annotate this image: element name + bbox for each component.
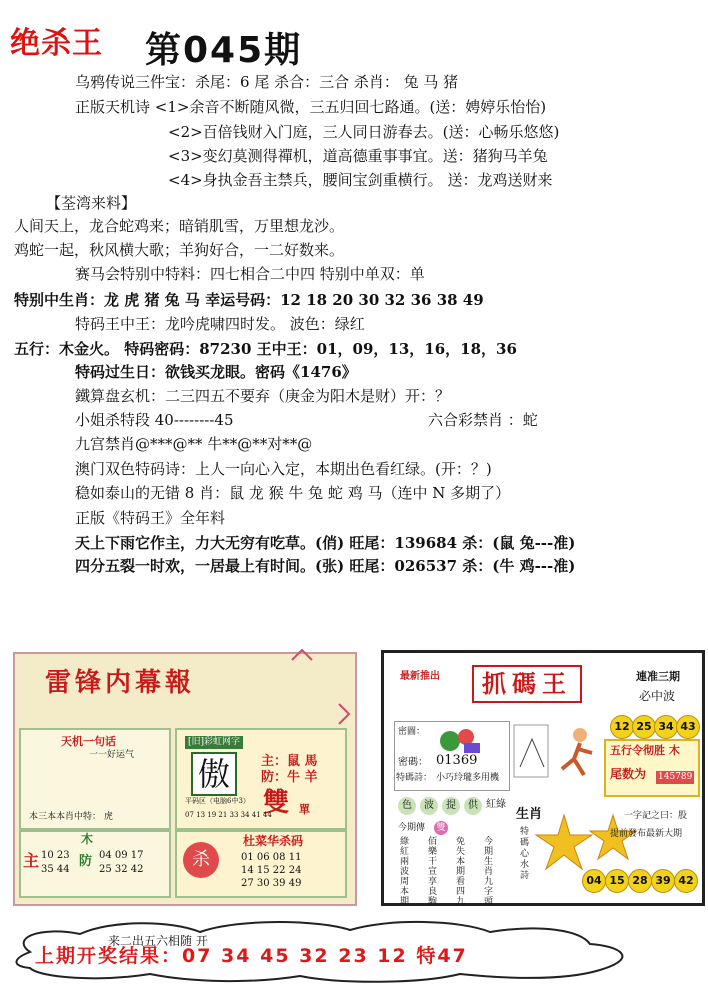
text-line: 小姐杀特段 40--------45 — [75, 411, 234, 429]
vertical-text-column: 今期生肖九字頭 — [484, 837, 494, 907]
zhu-char: 主 — [23, 851, 40, 870]
text-line: 九宫禁肖@***@** 牛**@**对**@ — [75, 435, 313, 453]
color-pill: 波 — [420, 797, 438, 815]
kill-row: 01 06 08 11 — [241, 852, 302, 863]
code-value: 01369 — [436, 753, 478, 768]
zodiac-head: 生肖 — [516, 807, 543, 822]
big-char: 傲 — [191, 752, 237, 796]
text-line: 特别中生肖：龙 虎 猪 兔 马 幸运号码：12 18 20 30 32 36 38 49 — [14, 291, 484, 309]
zhu-nums-1: 10 23 — [41, 850, 70, 861]
kill-row: 14 15 22 24 — [241, 865, 302, 876]
text-line: <4>身执金吾主禁兵，腰间宝剑重横行。 送：龙鸡送财来 — [168, 171, 553, 189]
starburst-icon — [534, 813, 594, 873]
number-ball: 15 — [605, 869, 629, 893]
vertical-text-column: 免失本期看四九 — [456, 837, 466, 907]
tianji-bottom: 本三本本肖中特： 虎 — [29, 812, 113, 822]
note2-label: 提前發布最新大期 — [610, 829, 683, 839]
right-panel — [381, 650, 705, 906]
vertical-text-column: 佰樂干宣享良駒 — [428, 837, 438, 907]
kill-title: 杜菜华杀码 — [243, 834, 304, 848]
fang-nums-2: 25 32 42 — [99, 864, 144, 875]
secret-picture-icon — [436, 723, 484, 757]
color-value: 紅綠 — [486, 799, 506, 810]
last-result: 上期开奖结果：07 34 45 32 23 12 特47 — [35, 945, 468, 967]
text-line: 六合彩禁肖 ：蛇 — [428, 411, 538, 429]
color-pill: 色 — [398, 797, 416, 815]
text-line: 特码过生日：欲钱买龙眼。密码《1476》 — [75, 363, 357, 381]
right-title: 抓碼王 — [472, 665, 582, 703]
lamp-illustration-icon — [512, 723, 550, 779]
text-line: 天上下雨它作主，力大无穷有吃草。(俏) 旺尾：139684 杀：(鼠 兔---准) — [75, 534, 576, 552]
text-line: 【荃湾来料】 — [46, 194, 137, 212]
tianji-title: 天机一句话 — [61, 735, 116, 748]
text-line: 鐵算盘玄机：二三四五不要弃（庚金为阳木是财）开：？ — [75, 387, 451, 405]
fang-char: 防 — [79, 854, 93, 869]
footer-hint: 来二出五六相随 开 — [108, 934, 208, 948]
number-ball: 39 — [651, 869, 675, 893]
text-line: 赛马会特别中特料：四七相合二中四 特别中单双：单 — [75, 265, 425, 283]
guard-zodiac: 防：牛 羊 — [261, 770, 318, 785]
main-zodiac: 主：鼠 馬 — [261, 754, 318, 769]
left-panel — [13, 652, 357, 906]
month-label: 今期傳 — [398, 823, 426, 833]
code-title: 平码区（电脑6中3） — [185, 797, 250, 805]
chevron-up-icon — [290, 648, 314, 662]
zhu-nums-2: 35 44 — [41, 864, 70, 875]
code-nums: 07 13 19 21 33 34 41 44 — [185, 811, 272, 819]
vertical-text-column: 綠紅兩波周本期 — [400, 837, 410, 907]
double-char: 雙 — [263, 788, 290, 818]
number-ball: 42 — [674, 869, 698, 893]
right-tag: 最新推出 — [400, 671, 440, 682]
site-logo: 绝杀王 — [10, 26, 103, 61]
kill-badge: 杀 — [183, 842, 219, 878]
tepoem-label: 特碼詩： — [396, 773, 433, 783]
text-line: <2>百倍钱财入门庭，三人同日游春去。(送：心畅乐悠悠) — [168, 123, 560, 141]
box-tianji — [19, 728, 171, 830]
text-line: 乌鸦传说三件宝：杀尾：6 尾 杀合：三合 杀肖： 兔 马 猪 — [75, 73, 459, 91]
number-ball: 43 — [676, 715, 700, 739]
note-label: 一字記之曰：股 — [624, 811, 688, 821]
color-pill: 供 — [464, 797, 482, 815]
zodiac-col: 特碼心水詩 — [520, 827, 530, 881]
tianji-sub: 一一好运气 — [89, 750, 135, 760]
number-ball: 28 — [628, 869, 652, 893]
tail-label: 尾数为 — [610, 767, 647, 781]
shuang-badge: 雙 — [434, 821, 448, 835]
number-ball: 12 — [610, 715, 634, 739]
rainbow-tag: [旧]彩虹网字 — [185, 736, 243, 749]
text-line: 五行：木金火。 特码密码：87230 王中王：01，09，13，16，18，36 — [14, 340, 517, 358]
wood-label: 木 — [81, 832, 94, 846]
box-kill — [175, 830, 347, 898]
text-line: 四分五裂一时欢，一居最上有时间。(张) 旺尾：026537 杀：(牛 鸡---准) — [75, 557, 576, 575]
text-line: 正版天机诗 <1>余音不断随风微，三五归回七路通。(送：娉婷乐怡怡) — [75, 98, 547, 116]
number-ball: 25 — [632, 715, 656, 739]
number-ball: 04 — [582, 869, 606, 893]
number-ball: 34 — [654, 715, 678, 739]
box-ao — [175, 728, 347, 830]
must-label: 必中波 — [639, 689, 676, 703]
text-line: 鸡蛇一起，秋风横大歌；羊狗好合，一二好数来。 — [14, 241, 345, 259]
streak-label: 連准三期 — [636, 670, 680, 683]
kill-row: 27 30 39 49 — [241, 878, 302, 889]
text-line: 澳门双色特码诗：上人一向心入定，本期出色看红绿。(开：？) — [75, 460, 492, 478]
tepoem-value: 小巧玲瓏多用機 — [436, 773, 500, 783]
color-pill: 提 — [442, 797, 460, 815]
wuxing-label: 五行令彻胜 木 — [610, 744, 680, 757]
fang-nums-1: 04 09 17 — [99, 850, 144, 861]
text-line: 正版《特码王》全年料 — [75, 509, 226, 527]
code-label: 密碼： — [398, 757, 428, 768]
text-line: 特码王中王：龙吟虎啸四时发。 波色：绿红 — [75, 315, 365, 333]
text-line: 人间天上，龙合蛇鸡来；暗销肌雪，万里想龙沙。 — [14, 217, 345, 235]
single-char: 單 — [299, 803, 310, 816]
runner-illustration-icon — [552, 725, 602, 779]
tail-value: 145789 — [658, 772, 693, 782]
issue-number: 第045期 — [145, 30, 303, 71]
chevron-right-icon — [337, 702, 351, 726]
left-panel-title: 雷锋内幕報 — [45, 668, 196, 698]
secret-label: 密圖： — [398, 727, 426, 737]
text-line: <3>变幻莫测得禪机，道高德重事事宜。送：猪狗马羊兔 — [168, 147, 548, 165]
box-zhufang — [19, 830, 171, 898]
text-line: 稳如泰山的无错 8 肖：鼠 龙 猴 牛 兔 蛇 鸡 马（连中 N 多期了） — [75, 484, 511, 502]
